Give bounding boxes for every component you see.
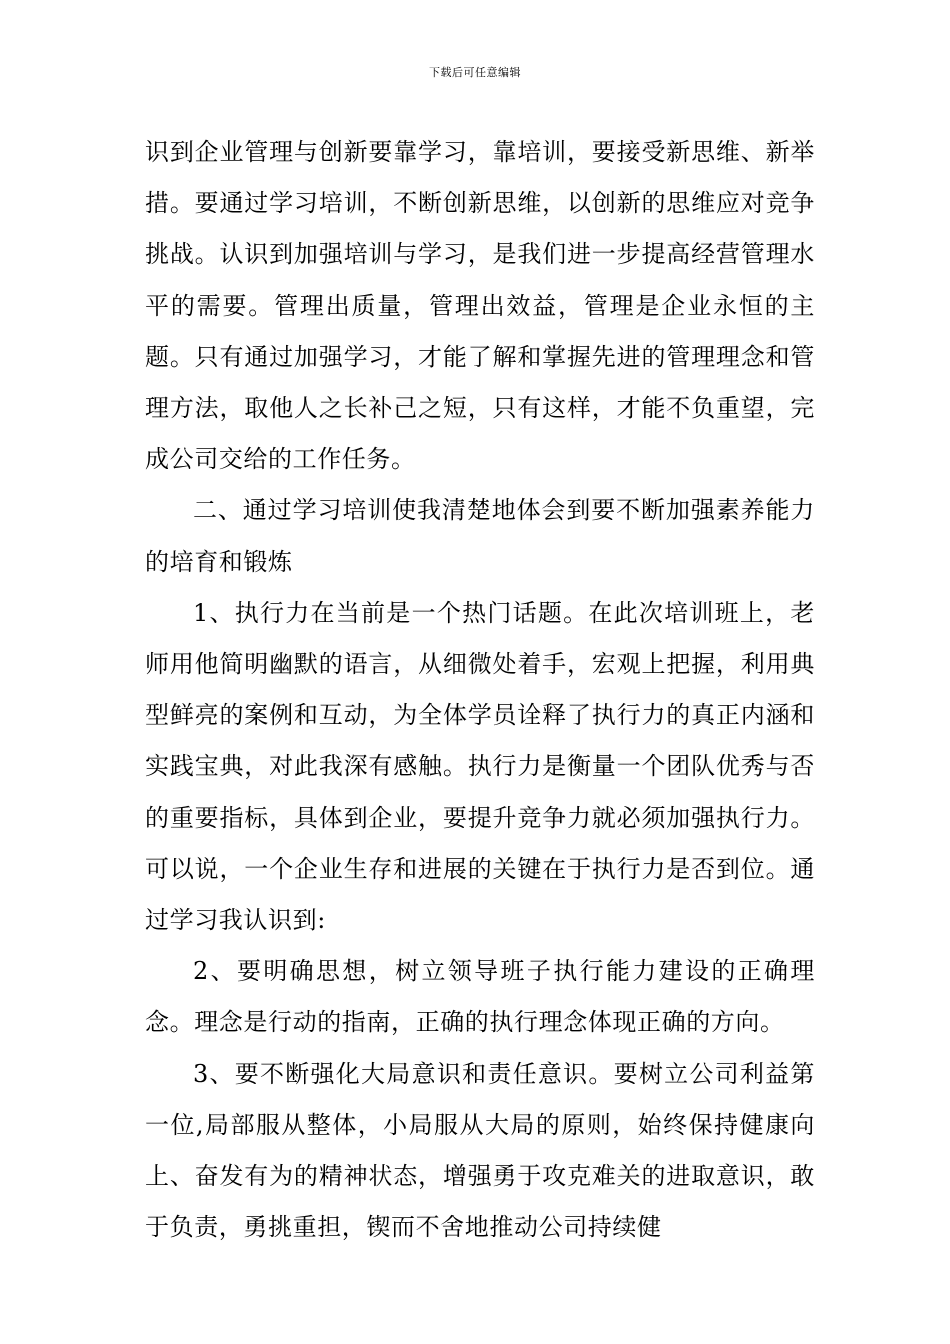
paragraph-point-1: 1、执行力在当前是一个热门话题。在此次培训班上，老师用他简明幽默的语言，从细微处着手，宏观上把握，利用典型鲜亮的案例和互动，为全体学员诠释了执行力的真正内涵和实践宝典，对此我深有感触。执行力是衡量一个团队优秀与否的重要指标，具体到企业，要提升竞争力就必须加强执行力。可以说，一个企业生存和进展的关键在于执行力是否到位。通过学习我认识到: bbox=[145, 598, 815, 935]
section-heading-two: 二、通过学习培训使我清楚地体会到要不断加强素养能力的培育和锻炼 bbox=[145, 496, 815, 576]
document-body bbox=[145, 127, 815, 1253]
paragraph-point-2: 2、要明确思想，树立领导班子执行能力建设的正确理念。理念是行动的指南，正确的执行理念体现正确的方向。 bbox=[145, 957, 815, 1037]
paragraph-point-3: 3、要不断强化大局意识和责任意识。要树立公司利益第一位,局部服从整体，小局服从大局的原则，始终保持健康向上、奋发有为的精神状态，增强勇于攻克难关的进取意识，敢于负责，勇挑重担，锲而不舍地推动公司持续健 bbox=[145, 1059, 815, 1242]
page-header: 下载后可任意编辑 bbox=[429, 66, 521, 79]
paragraph-continuation: 识到企业管理与创新要靠学习，靠培训，要接受新思维、新举措。要通过学习培训，不断创新思维，以创新的思维应对竞争挑战。认识到加强培训与学习，是我们进一步提高经营管理水平的需要。管理出质量，管理出效益，管理是企业永恒的主题。只有通过加强学习，才能了解和掌握先进的管理理念和管理方法，取他人之长补己之短，只有这样，才能不负重望，完成公司交给的工作任务。 bbox=[145, 138, 815, 474]
